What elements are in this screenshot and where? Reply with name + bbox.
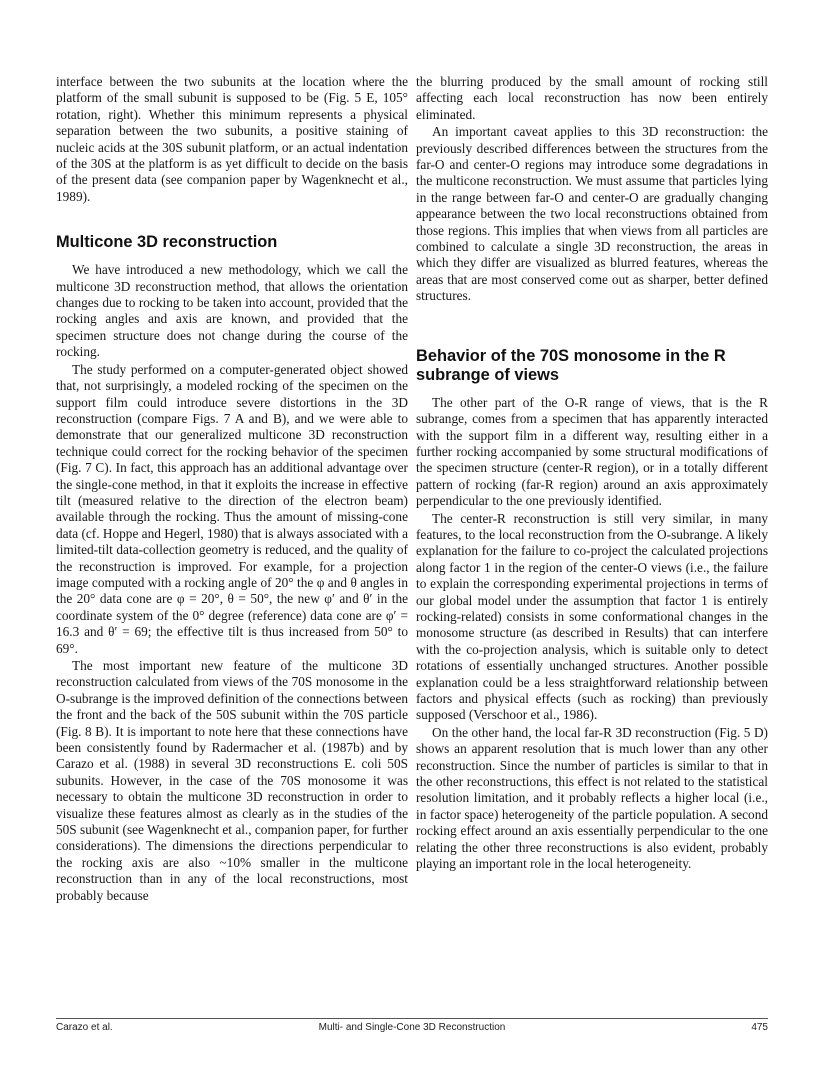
section-heading-multicone: Multicone 3D reconstruction [56,233,278,252]
paragraph: On the other hand, the local far-R 3D reconstruction (Fig. 5 D) shows an apparent resolution that is much lower than any other reconstruction. Since the number of particles is similar to that in the other reconstructions, this effect is not related to the statistical resolution limitation, and it probably reflects a higher local (i.e., in factor space) heterogeneity of the particle population. A second rocking effect around an axis essentially perpendicular to the one relating the other three reconstructions is also evident, probably playing an important role in the local heterogeneity. [416,724,768,872]
right-column [416,74,768,872]
paragraph-continued: the blurring produced by the small amount of rocking still affecting each local reconstruction has now been entirely eliminated. [416,74,768,122]
paragraph-continued: interface between the two subunits at the location where the platform of the small subunit is supposed to be (Fig. 5 E, 105° rotation, right). Whether this minimum represents a physical separation between the two subunits, a positive staining of nucleic acids at the 30S subunit platform, or an actual indentation of the 30S at the platform is as yet difficult to decide on the basis of the present data (see companion paper by Wagenknecht et al., 1989). [56,74,408,204]
paragraph: We have introduced a new methodology, which we call the multicone 3D reconstruction method, that allows the orientation changes due to rocking to be taken into account, provided that the rocking angles and axis are known, and provided that the specimen structure does not change during the course of the rocking. [56,262,408,360]
section-heading-r-subrange: Behavior of the 70S monosome in the R subrange of views [416,346,726,384]
footer-authors: Carazo et al. [56,1022,113,1033]
paragraph: The study performed on a computer-generated object showed that, not surprisingly, a modeled rocking of the specimen on the support film could introduce severe distortions in the 3D reconstruction (compare Figs. 7 A and B), and we were able to demonstrate that our generalized multicone 3D reconstruction technique could correct for the rocking behavior of the specimen (Fig. 7 C). In fact, this approach has an additional advantage over the single-cone method, in that it exploits the increase in effective tilt (measured relative to the direction of the electron beam) available through the rocking. Thus the amount of missing-cone data (cf. Hoppe and Hegerl, 1980) that is always associated with a limited-tilt data-collection geometry is reduced, and the quality of the reconstruction is improved. For example, for a projection image computed with a rocking angle of 20° the φ and θ angles in the 20° data cone are φ = 20°, θ = 50°, the new φ′ and θ′ in the coordinate system of the 0° degree (reference) data cone are φ′ = 16.3 and θ′ = 69; the effective tilt is thus increased from 50° to 69°. [56,361,408,656]
footer-page-number: 475 [751,1022,768,1033]
paragraph: The other part of the O-R range of views, that is the R subrange, comes from a specimen that has apparently interacted with the support film in a different way, resulting either in a further rocking accompanied by some structural modifications of the specimen structure (center-R region), or in a totally different pattern of rocking (far-R region) around an axis approximately perpendicular to the one previously identified. [416,394,768,509]
page-footer [56,1018,768,1033]
left-column [56,74,408,904]
paragraph: The center-R reconstruction is still very similar, in many features, to the local reconstruction from the O-subrange. A likely explanation for the failure to co-project the calculated projections along factor 1 in the region of the center-O views (i.e., the failure to explain the corresponding experimental projections in terms of our global model under the assumption that factor 1 is entirely rocking-related) consists in some conformational changes in the monosome structure (as described in Results) that can interfere with the co-projection analysis, which is suitable only to detect rotations of essentially unchanged structures. Another possible explanation could be a less straightforward relationship between factors and physical effects (such as rocking) than previously supposed (Verschoor et al., 1986). [416,510,768,723]
footer-running-title: Multi- and Single-Cone 3D Reconstruction [318,1022,506,1033]
paragraph: The most important new feature of the multicone 3D reconstruction calculated from views of the 70S monosome in the O-subrange is the improved definition of the connections between the front and the back of the 50S subunit within the 70S particle (Fig. 8 B). It is important to note here that these connections have been consistently found by Radermacher et al. (1987b) and by Carazo et al. (1988) in several 3D reconstructions E. coli 50S subunits. However, in the case of the 70S monosome it was necessary to obtain the multicone 3D reconstruction in order to visualize these features almost as clearly as in the studies of the 50S subunit (see Wagenknecht et al., companion paper, for further considerations). The dimensions the directions perpendicular to the rocking axis are also ~10% smaller in the multicone reconstruction than in any of the local reconstructions, most probably because [56,658,408,903]
paragraph: An important caveat applies to this 3D reconstruction: the previously described differences between the structures from the far-O and center-O regions may introduce some degradations in the multicone reconstruction. We must assume that particles lying in the range between far-O and center-O are gradually changing appearance between the two local reconstructions obtained from those regions. This implies that when views from all particles are combined to calculate a single 3D reconstruction, the areas in which they differ are visualized as blurred features, whereas the areas that are most conserved come out as sharper, better defined structures. [416,124,768,304]
